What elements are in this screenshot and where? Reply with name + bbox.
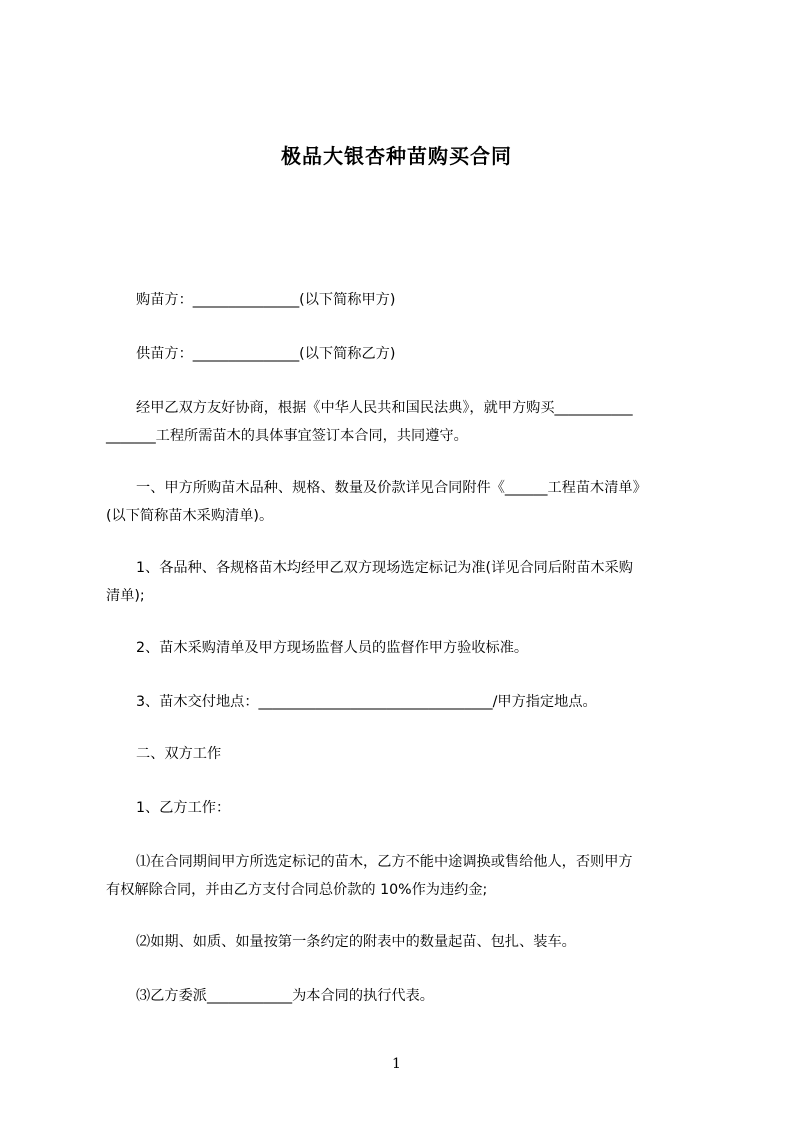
intro-line-2: _______工程所需苗木的具体事宜签订本合同，共同遵守。 (106, 428, 468, 444)
clause-1-line-1: ⑴在合同期间甲方所选定标记的苗木，乙方不能中途调换或售给他人，否则甲方 (136, 854, 633, 870)
section-2-sub-1: 1、乙方工作： (136, 800, 231, 816)
clause-1-paragraph (106, 848, 704, 904)
item-1-1-paragraph (106, 554, 704, 610)
clause-1-line-2: 有权解除合同，并由乙方支付合同总价款的 10%作为违约金; (106, 882, 488, 898)
intro-line-1: 经甲乙双方友好协商，根据《中华人民共和国民法典》，就甲方购买___________ (136, 400, 633, 416)
page-number: 1 (392, 1056, 401, 1072)
section-1-line-2: (以下简称苗木采购清单)。 (106, 508, 274, 524)
buyer-line: 购苗方：_______________(以下简称甲方) (136, 292, 396, 308)
item-1-3: 3、苗木交付地点：_________________________________/甲方指定地点。 (136, 694, 597, 710)
document-title: 极品大银杏种苗购买合同 (281, 144, 512, 168)
section-1-line-1: 一、甲方所购苗木品种、规格、数量及价款详见合同附件《______工程苗木清单》 (136, 480, 647, 496)
seller-line: 供苗方：_______________(以下简称乙方) (136, 346, 396, 362)
item-1-2: 2、苗木采购清单及甲方现场监督人员的监督作甲方验收标准。 (136, 640, 529, 656)
intro-paragraph (106, 394, 704, 450)
clause-3: ⑶乙方委派____________为本合同的执行代表。 (136, 988, 434, 1004)
section-2-heading: 二、双方工作 (136, 746, 222, 762)
clause-2: ⑵如期、如质、如量按第一条约定的附表中的数量起苗、包扎、装车。 (136, 934, 576, 950)
section-1-paragraph (106, 474, 704, 530)
item-1-1-line-1: 1、各品种、各规格苗木均经甲乙双方现场选定标记为准(详见合同后附苗木采购 (136, 560, 633, 576)
item-1-1-line-2: 清单); (106, 588, 145, 604)
